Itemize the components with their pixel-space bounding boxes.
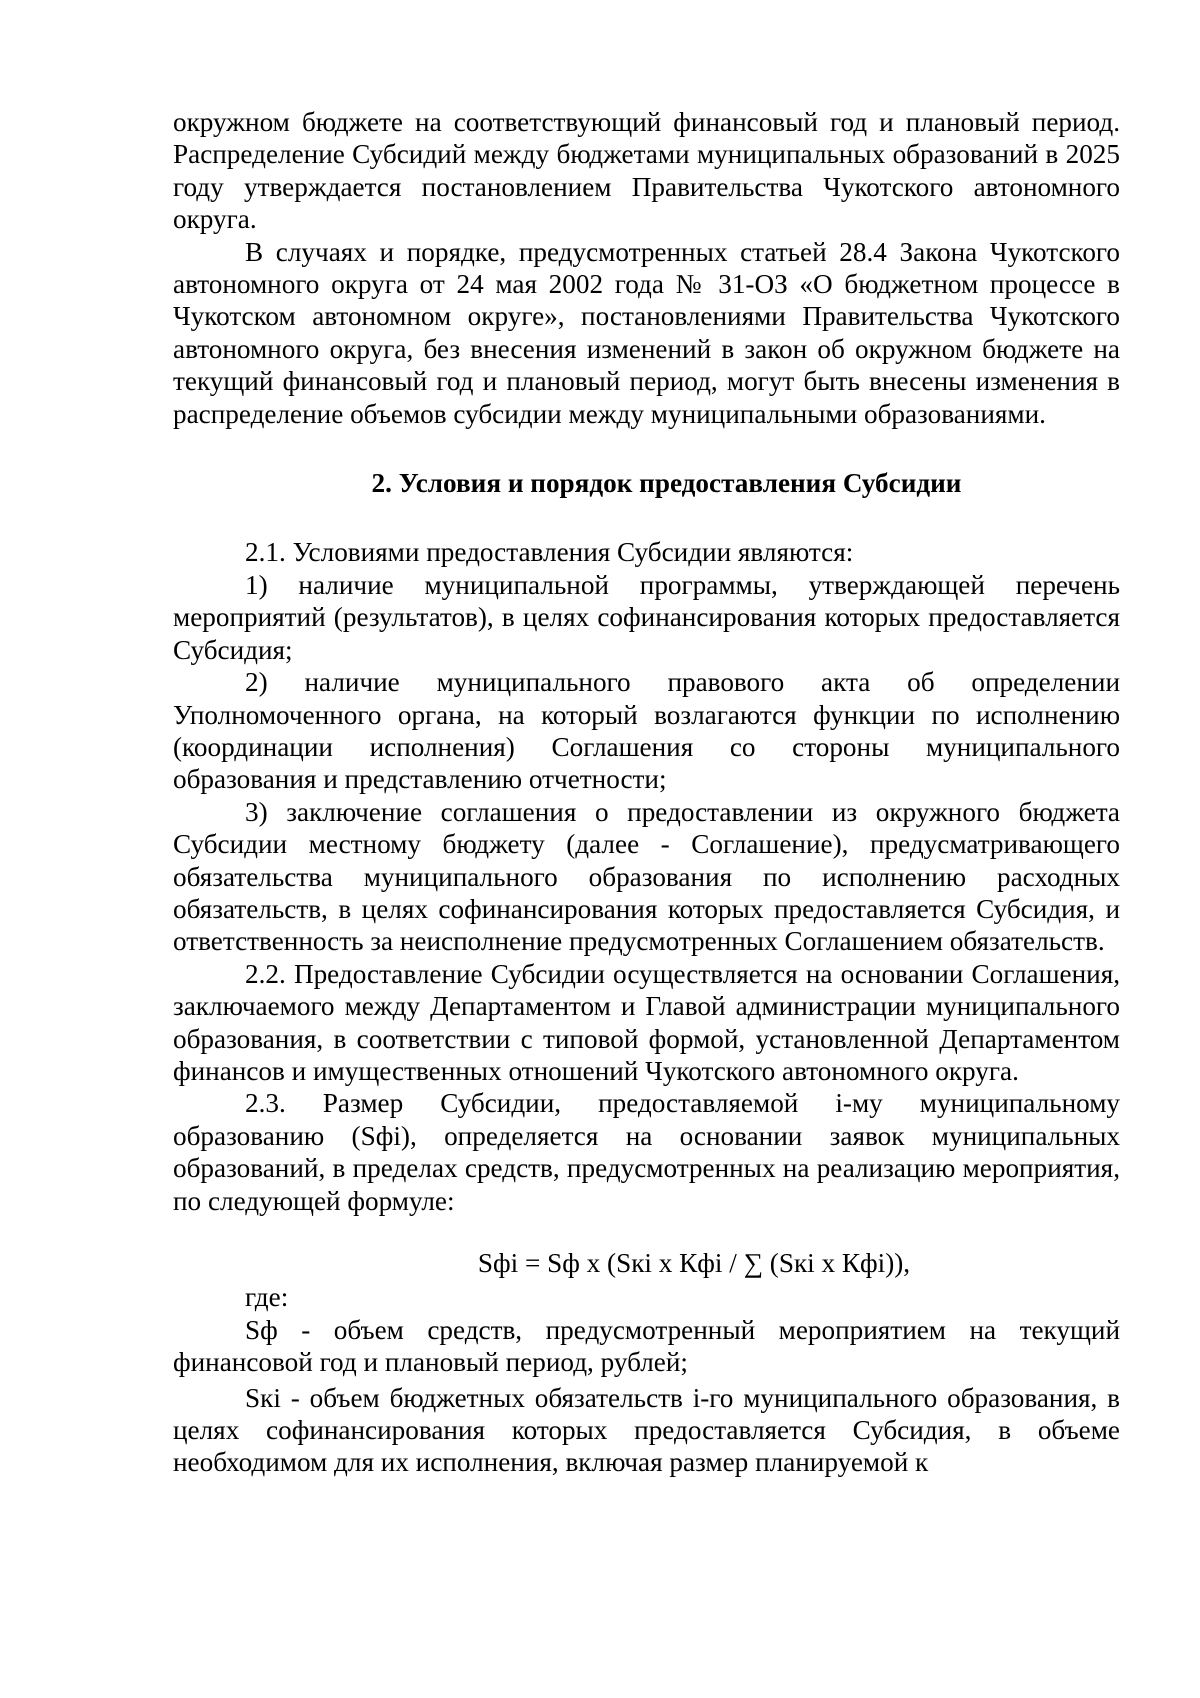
- paragraph-2-1-item-1: 1) наличие муниципальной программы, утверждающей перечень мероприятий (результатов), в целях софинансирования которых предоставляется Субсидия;: [173, 569, 1120, 665]
- document-page: [173, 106, 1120, 1479]
- paragraph-2-3: 2.3. Размер Субсидии, предоставляемой i-му муниципальному образованию (Sфi), определяется на основании заявок муниципальных образований, в пределах средств, предусмотренных на реализацию мероприятия, по следующей формуле:: [173, 1088, 1120, 1216]
- paragraph-2-1: 2.1. Условиями предоставления Субсидии являются:: [245, 537, 854, 568]
- paragraph-budget-distribution: окружном бюджете на соответствующий финансовый год и плановый период. Распределение Субсидий между бюджетами муниципальных образований в 2025 году утверждается постановлением Правительства Чукотского автономного округа.: [173, 107, 1120, 235]
- paragraph-2-1-item-3: 3) заключение соглашения о предоставлении из окружного бюджета Субсидии местному бюджету (далее - Соглашение), предусматривающего обязательства муниципального образования по исполнению расходных обязательств, в целях софинансирования которых предоставляется Субсидия, и ответственность за неисполнение предусмотренных Соглашением обязательств.: [173, 796, 1120, 957]
- subsidy-formula: Sфi = Sф x (Sкi x Кфi / ∑ (Sкi x Кфi)),: [477, 1248, 911, 1278]
- paragraph-distribution-changes: В случаях и порядке, предусмотренных статьей 28.4 Закона Чукотского автономного округа от 24 мая 2002 года № 31-ОЗ «О бюджетном процессе в Чукотском автономном округе», постановлениями Правительства Чукотского автономного округа, без внесения изменений в закон об окружном бюджете на текущий финансовый год и плановый период, могут быть внесены изменения в распределение объемов субсидии между муниципальными образованиями.: [173, 236, 1120, 429]
- paragraph-2-1-item-2: 2) наличие муниципального правового акта об определении Уполномоченного органа, на который возлагаются функции по исполнению (координации исполнения) Соглашения со стороны муниципального образования и представлению отчетности;: [173, 667, 1120, 795]
- section-heading: 2. Условия и порядок предоставления Субсидии: [371, 468, 962, 499]
- definition-sf: Sф - объем средств, предусмотренный мероприятием на текущий финансовой год и плановый период, рублей;: [173, 1314, 1120, 1378]
- paragraph-2-2: 2.2. Предоставление Субсидии осуществляется на основании Соглашения, заключаемого между Департаментом и Главой администрации муниципального образования, в соответствии с типовой формой, установленной Департаментом финансов и имущественных отношений Чукотского автономного округа.: [173, 958, 1120, 1086]
- formula-where-label: где:: [245, 1282, 289, 1313]
- definition-ski: Sкi - объем бюджетных обязательств i-го муниципального образования, в целях софинансирования которых предоставляется Субсидия, в объеме необходимом для их исполнения, включая размер планируемой к: [173, 1382, 1120, 1478]
